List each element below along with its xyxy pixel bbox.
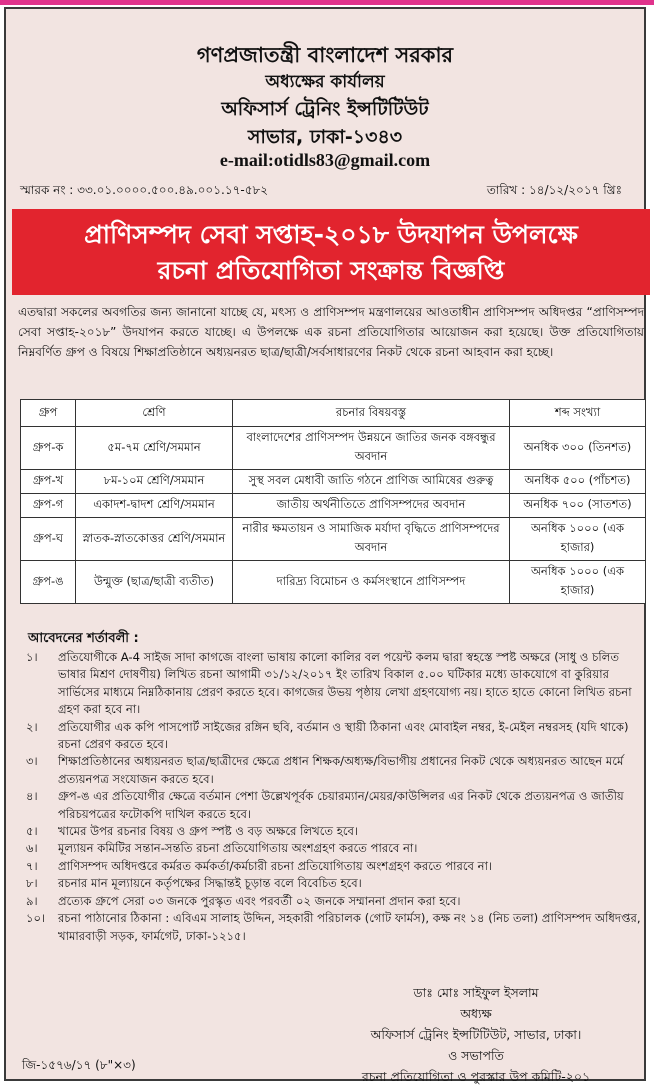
title-banner [12, 209, 650, 295]
term-text: রচনা পাঠানোর ঠিকানা : এবিএম সালাহ উদ্দিন, সহকারী পরিচালক (গোট ফার্মস), কক্ষ নং ১৪ (নিচ তলা) প্রাণিসম্পদ অধিদপ্তর, খামারবাড়ী সড়ক, ফার্মগেট, ঢাকা-১২১৫। [58, 911, 641, 943]
office-title: অধ্যক্ষের কার্যালয় [265, 72, 385, 92]
term-item [16, 753, 646, 788]
email: e-mail:otidls83@gmail.com [219, 150, 431, 170]
col-word-count: শব্দ সংখ্যা [510, 400, 646, 427]
term-text: মূল্যায়ন কমিটির সন্তান-সন্ততি রচনা প্রতিযোগিতায় অংশগ্রহণ করতে পারবে না। [58, 841, 418, 856]
term-item [16, 875, 646, 892]
footer-code: জি-১৫৭৬/১৭ (৮"×৩) [22, 1058, 136, 1072]
table-row [21, 470, 646, 494]
cell-topic: নারীর ক্ষমতায়ন ও সামাজিক মর্যাদা বৃদ্ধিতে প্রাণিসম্পদের অবদান [233, 518, 510, 561]
cell-topic: জাতীয় অর্থনীতিতে প্রাণিসম্পদের অবদান [233, 494, 510, 518]
term-number: ৪। [26, 789, 38, 804]
cell-group: গ্রুপ-খ [21, 470, 76, 494]
essay-groups-table [20, 399, 646, 604]
cell-topic: সুস্থ সবল মেধাবী জাতি গঠনে প্রাণিজ আমিষের গুরুত্ব [233, 470, 510, 494]
cell-topic: দারিদ্র্য বিমোচন ও কর্মসংস্থানে প্রাণিসম্পদ [233, 561, 510, 604]
term-item [16, 840, 646, 857]
term-item [16, 858, 646, 875]
term-number: ৯। [26, 893, 38, 908]
term-item [16, 788, 646, 823]
signatory-role: ও সভাপতি [448, 1048, 504, 1063]
memo-number: স্মারক নং : ৩৩.০১.০০০০.৫০০.৪৯.০০১.১৭-৫৮২ [20, 183, 269, 197]
notice-date: তারিখ : ১৪/১২/২০১৭ খ্রিঃ [486, 183, 622, 197]
signatory-org: অফিসার্স ট্রেনিং ইন্সটিটিউট, সাভার, ঢাকা। [370, 1027, 582, 1042]
cell-topic: বাংলাদেশের প্রাণিসম্পদ উন্নয়নে জাতির জনক বঙ্গবন্ধুর অবদান [233, 427, 510, 470]
cell-class: স্নাতক-স্নাতকোত্তর শ্রেণি/সমমান [76, 518, 233, 561]
term-item [16, 823, 646, 840]
term-text: খামের উপর রচনার বিষয় ও গ্রুপ স্পষ্ট ও বড় অক্ষরে লিখতে হবে। [58, 824, 359, 839]
cell-words: অনধিক ৭০০ (সাতশত) [510, 494, 646, 518]
address: সাভার, ঢাকা-১৩৪৩ [247, 126, 403, 148]
institute-name: অফিসার্স ট্রেনিং ইন্সটিটিউট [221, 98, 429, 120]
col-class: শ্রেণি [76, 400, 233, 427]
notice-frame [4, 7, 646, 1084]
term-item [16, 649, 646, 719]
terms-list [16, 649, 646, 945]
term-item [16, 910, 646, 945]
term-text: প্রতিযোগীকে A-4 সাইজ সাদা কাগজে বাংলা ভাষায় কালো কালির বল পয়েন্ট কলম দ্বারা স্বহস্তে স্পষ্ট অক্ষরে (সাধু ও চলিত ভাষার মিশ্রণ দোষণীয়) লিখিত রচনা আগামী ৩১/১২/২০১৭ ইং তারিখ বিকাল ৫.০০ ঘটিকার মধ্যে ডাকযোগে বা কুরিয়ার সার্ভিসের মাধ্যমে নিম্নঠিকানায় প্রেরণ করতে হবে। কাগজের উভয় পৃষ্ঠায় লেখা গ্রহণযোগ্য নয়। হাতে হাতে কোনো লিখিত রচনা গ্রহণ করা হবে না। [58, 650, 632, 717]
cell-class: একাদশ-দ্বাদশ শ্রেণি/সমমান [76, 494, 233, 518]
top-border [0, 0, 654, 5]
term-number: ৬। [26, 841, 38, 856]
col-topic: রচনার বিষয়বস্তু [233, 400, 510, 427]
banner-line-2: রচনা প্রতিযোগিতা সংক্রান্ত বিজ্ঞপ্তি [157, 256, 505, 285]
cell-group: গ্রুপ-ঙ [21, 561, 76, 604]
term-number: ১০। [26, 911, 46, 926]
term-item [16, 893, 646, 910]
term-number: ১। [26, 650, 38, 664]
term-text: প্রতিযোগীর এক কপি পাসপোর্ট সাইজের রঙ্গিন ছবি, বর্তমান ও স্থায়ী ঠিকানা এবং মোবাইল নম্বর, ই-মেইল নম্বরসহ (যদি থাকে) রচনা প্রেরণ করতে হবে। [58, 719, 629, 752]
term-text: রচনার মান মূল্যায়নে কর্তৃপক্ষের সিদ্ধান্তই চূড়ান্ত বলে বিবেচিত হবে। [58, 876, 362, 891]
col-group: গ্রুপ [21, 400, 76, 427]
term-number: ৮। [26, 876, 38, 891]
terms-heading: আবেদনের শর্তাবলী : [28, 631, 139, 646]
term-item [16, 719, 646, 754]
term-text: শিক্ষাপ্রতিষ্ঠানের অধ্যয়নরত ছাত্র/ছাত্রীদের ক্ষেত্রে প্রধান শিক্ষক/অধ্যক্ষ/বিভাগীয় প্রধানের নিকট থেকে অধ্যয়নরত আছেন মর্মে প্রত্যয়নপত্র সংযোজন করতে হবে। [58, 754, 624, 786]
term-text: গ্রুপ-ঙ এর প্রতিযোগীর ক্ষেত্রে বর্তমান পেশা উল্লেখপূর্বক চেয়ারম্যান/মেয়র/কাউন্সিলর এর নিকট থেকে প্রত্যয়নপত্র ও জাতীয় পরিচয়পত্রের ফটোকপি দাখিল করতে হবে। [58, 789, 624, 821]
cell-words: অনধিক ৫০০ (পাঁচশত) [510, 470, 646, 494]
signature-block [296, 982, 654, 1087]
cell-class: উন্মুক্ত (ছাত্র/ছাত্রী ব্যতীত) [76, 561, 233, 604]
term-text: প্রাণিসম্পদ অধিদপ্তরে কর্মরত কর্মকর্তা/কর্মচারী রচনা প্রতিযোগিতায় অংশগ্রহণ করতে পারবে না। [58, 858, 493, 873]
term-number: ৩। [26, 754, 38, 769]
term-number: ২। [26, 719, 38, 734]
banner-line-1: প্রাণিসম্পদ সেবা সপ্তাহ-২০১৮ উদযাপন উপলক্ষে [84, 220, 578, 249]
govt-title: গণপ্রজাতন্ত্রী বাংলাদেশ সরকার [196, 43, 454, 67]
signatory-name: ডাঃ মোঃ সাইফুল ইসলাম [413, 985, 539, 1000]
cell-class: ৫ম-৭ম শ্রেণি/সমমান [76, 427, 233, 470]
cell-group: গ্রুপ-ক [21, 427, 76, 470]
table-row [21, 561, 646, 604]
cell-group: গ্রুপ-ঘ [21, 518, 76, 561]
table-row [21, 518, 646, 561]
term-text: প্রত্যেক গ্রুপে সেরা ০৩ জনকে পুরস্কৃত এবং পরবর্তী ০২ জনকে সম্মাননা প্রদান করা হবে। [58, 893, 461, 908]
cell-words: অনধিক ৩০০ (তিনশত) [510, 427, 646, 470]
term-number: ৫। [26, 824, 38, 839]
term-number: ৭। [26, 858, 38, 873]
table-row [21, 494, 646, 518]
intro-paragraph: এতদ্বারা সকলের অবগতির জন্য জানানো যাচ্ছে যে, মৎস্য ও প্রাণিসম্পদ মন্ত্রণালয়ের আওতাধীন প্রাণিসম্পদ অধিদপ্তর “প্রাণিসম্পদ সেবা সপ্তাহ-২০১৮” উদযাপন করতে যাচ্ছে। এ উপলক্ষে এক রচনা প্রতিযোগিতার আয়োজন করা হয়েছে। উক্ত প্রতিযোগিতায় নিম্নবর্ণিত গ্রুপ ও বিষয়ে শিক্ষাপ্রতিষ্ঠানে অধ্যয়নরত ছাত্র/ছাত্রী/সর্বসাধারণের নিকট থেকে রচনা আহবান করা হচ্ছে। [18, 305, 644, 359]
table-row [21, 427, 646, 470]
signatory-title: অধ্যক্ষ [460, 1006, 492, 1021]
signatory-committee: রচনা প্রতিযোগিতা ও পুরস্কার উপ কমিটি-২০১ [361, 1069, 591, 1084]
cell-class: ৮ম-১০ম শ্রেণি/সমমান [76, 470, 233, 494]
table-header-row [21, 400, 646, 427]
cell-group: গ্রুপ-গ [21, 494, 76, 518]
cell-words: অনধিক ১০০০ (এক হাজার) [510, 561, 646, 604]
cell-words: অনধিক ১০০০ (এক হাজার) [510, 518, 646, 561]
